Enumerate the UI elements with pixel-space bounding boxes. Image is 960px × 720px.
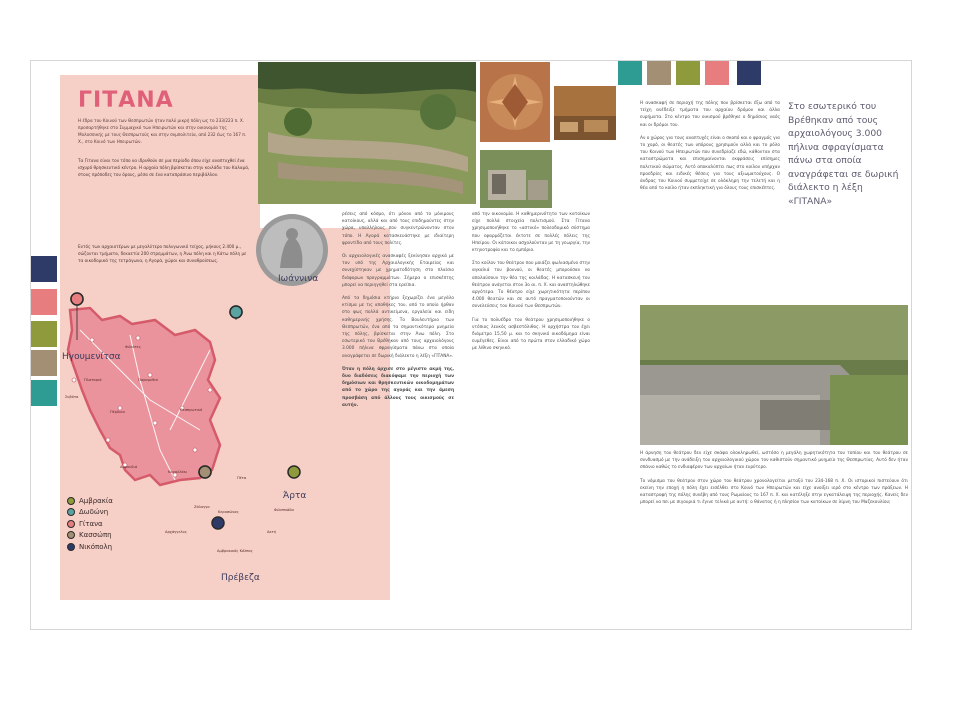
column-3-bottom bbox=[640, 450, 908, 512]
side-swatch-olive bbox=[31, 321, 57, 347]
map-label-ioannina: Ιωάννινα bbox=[278, 274, 319, 284]
map-label-preveza: Πρέβεζα bbox=[221, 573, 260, 583]
map-town-label: Αμβρακικός Κόλπος bbox=[217, 549, 253, 553]
legend-item bbox=[67, 530, 113, 542]
excavation-wall-photo bbox=[554, 86, 616, 140]
column-2-paragraph: από την οικονομία. Η καθημερινότητα των κατοίκων είχε πολλά στοιχεία πολιτισμού. Στα Γίτανα χρησιμοποιήθηκε το «αστικό» πολεοδομικό σύστημα που εφαρμόζεται έκτοτε σε πολλές πόλεις της Ηπείρου. Οι κάτοικοι ασχολούνταν με τη γεωργία, την κτηνοτροφία και το εμπόριο. bbox=[472, 212, 590, 254]
top-swatch-teal bbox=[618, 61, 642, 85]
intro-paragraph: Η έδρα του Κοινού των Θεσπρωτών ήταν πολύ μικρή πόλη ως το 233/223 π. Χ. προσαρτήθηκε στο Συμμαχικό των Ηπειρωτών και στην οικονομία της Μολοσσικής με τους Θεσπρωτούς και στην συμπολιτεία, από 232 έως το 167 π. Χ., στο Κοινό των Ηπειρωτών. bbox=[78, 118, 247, 144]
legend-label: Νικόπολη bbox=[79, 542, 113, 551]
side-swatch-coral bbox=[31, 289, 57, 315]
stone-ruins-photo bbox=[480, 150, 552, 208]
map-town-label: Παραμυθιά bbox=[138, 378, 158, 382]
kassopi-marker bbox=[199, 466, 211, 478]
map-town-label: Φιλιάτες bbox=[125, 345, 141, 349]
legend-swatch-icon bbox=[67, 520, 75, 528]
legend-label: Κασσώπη bbox=[79, 531, 112, 540]
legend-label: Αμβρακία bbox=[79, 496, 113, 505]
column-3-paragraph: Αν ο χώρος για τους αναπτυχές είναι ο σκοπό και ο φραγμός για το χορό, οι θεατές των υπόρους χρησιμούν αλλά και το ρόλο του Κοινού των Ηπειρωτών που συνεδρίαζε εδώ, κάθονταν στα καταστρώματα και επισημαίνονται εκφράσεις επίσημες πολιτικού σώματος. Αυτό αποκαλύπτει πως στο κοίλον υπήρχαν προεδρίες και ειδικές θέσεις για τους αξιωματούχους. Ο άνδρας του Κοινού συμμετείχε σε ολόκληρη την τελετή και η θέα από το κοίλο ήταν εκπληκτική για όλους τους επισκέπτες. bbox=[640, 135, 780, 192]
legend-swatch-icon bbox=[67, 531, 75, 539]
left-section-1: Τα Γίτανα είναι τον τόπο να ιδρυθούν σε μια περίοδο όπου είχε αναπτυχθεί ένα ισχυρό θρησκευτικό κέντρο. Η αρχαία πόλη βρίσκεται στην κοιλάδα του Καλαμά, στους πρόποδες του όρους, μέσα σε ένα καταπράσινο περιβάλλον. bbox=[78, 158, 250, 177]
map-town-label: Καναλλάκι bbox=[168, 470, 188, 474]
column-3-paragraph: Το νόμισμα του θεάτρου στον χώρο του θεάτρου χρονολογείται μεταξύ του 234-168 π. Χ. Οι ιστορικοί πιστεύουν ότι εκείνη την εποχή η πόλη έχει εισέλθει στο Κοινό των Ηπειρωτών και είχε ανοίξει ιερό στο κέντρο των πράξεων. Η καταστροφή της πόλης συνέβη από τους Ρωμαίους το 167 π. Χ. και κατέληξε στην εγκατάλειψη της περιοχής. Κανείς δεν μπορεί να πει με σιγουριά τι έγινε τελικά με αυτή: ο θάνατος ή η πλησίον των κατοίκων σε λίμνη του Μαζεκουλίου; bbox=[640, 478, 908, 506]
top-swatch-olive bbox=[676, 61, 700, 85]
legend-label: Γίτανα bbox=[79, 519, 103, 528]
top-swatch-navy bbox=[737, 61, 761, 85]
map-town-label: Πλαταριά bbox=[84, 378, 102, 382]
legend-item bbox=[67, 518, 113, 530]
legend-swatch-icon bbox=[67, 543, 75, 551]
dodoni-marker bbox=[230, 306, 242, 318]
map-town-label: Κερασώνας bbox=[218, 510, 239, 514]
page-title: ΓΙΤΑΝΑ bbox=[78, 88, 174, 113]
column-3-top bbox=[640, 100, 780, 198]
column-1-paragraph: Οι αρχαιολογικές ανασκαφές ξεκίνησαν αρχικά με τον υπό της Αρχαιολογικής Εταιρείας και συνεχίστηκαν με χρηματοδότηση στο πλαίσιο διάφορων προγραμμάτων. Σήμερα ο επισκέπτης μπορεί να περιηγηθεί στα ερείπια. bbox=[342, 254, 454, 288]
legend-label: Δωδώνη bbox=[79, 508, 109, 517]
nikopoli-marker bbox=[212, 517, 224, 529]
map-town-label: Αρχάγγελος bbox=[165, 530, 187, 534]
column-2-paragraph: Για το πολυέδρο του θεάτρου χρησιμοποιήθηκε ο ντόπιος λευκός ασβεστόλιθος. Η ορχήστρα του έχει διάμετρο 15,50 μ. και το σκηνικό οικοδόμημα είναι ευμέγεθες. Είναι από τα πρώτα στον ελλαδικό χώρο με λίθινο σκηνικό. bbox=[472, 317, 590, 352]
map-town-label: Πέρδικα bbox=[110, 410, 125, 414]
map-town-label: Πέτα bbox=[237, 476, 247, 480]
map-town-label: Ζάλογγο bbox=[194, 505, 210, 509]
column-3-paragraph: Η ανασκαφή σε περιοχή της πόλης που βρίσκεται έξω από τα τείχη ανέδειξε τμήματα του αρχαίου δρόμου και άλλα ευρήματα. Στο κέντρο του οικισμού βρέθηκε ο δημόσιος ναός και οι δρόμοι του. bbox=[640, 101, 780, 128]
side-swatch-navy bbox=[31, 256, 57, 282]
ancient-ruins-photo bbox=[258, 62, 476, 204]
legend-swatch-icon bbox=[67, 497, 75, 505]
map-label-arta: Άρτα bbox=[283, 491, 307, 501]
map-town-label: Ακτή bbox=[267, 530, 277, 534]
column-3-paragraph: Η άρνηση του θεάτρου δεν είχε σκάφα ολοκληρωθεί, ωστόσο η μεγάλη χωρητικότητα του τοπίου και του θεάτρου σε συνδυασμό με την ανάδειξη του αρχαιολογικού χώρου τον καθιστούν σημαντικό μνημείο της Θεσπρωτίας. Αυτό δεν ήταν σπάνιο καθώς το ενδιαφέρον των αρχαίων ήταν ευρύτερο. bbox=[640, 451, 908, 471]
map-town-label: Συβότα bbox=[65, 395, 79, 399]
column-2 bbox=[472, 211, 590, 359]
top-swatch-tan bbox=[647, 61, 671, 85]
legend-item bbox=[67, 541, 113, 553]
column-1-paragraph: Από τα δημόσια κτήρια ξεχωρίζει ένα μεγάλο κτίσμα με τις αποθήκες του, από το οποίο ήρθαν στο φως πολλά αντικείμενα, εργαλεία και είδη καθημερινής χρήσης. Το Βουλευτήριο των Θεσπρωτών, ένα από τα σημαντικότερα μνημεία της πόλης, βρίσκεται στην Άνω πόλη. Στο εσωτερικό του Βρέθηκαν από τους αρχαιολόγους 3.000 πήλινα σφραγίσματα πάνω στα οποία αναγράφεται σε δωρική διάλεκτο η λέξη «ΓΙΤΑΝΑ». bbox=[342, 296, 454, 359]
legend-item bbox=[67, 495, 113, 507]
star-mosaic-photo bbox=[480, 62, 550, 142]
gitana-marker bbox=[71, 293, 83, 305]
side-swatch-tan bbox=[31, 350, 57, 376]
column-1-paragraph: Όταν η πόλη άρχισε στο μέγιστο ακμή της, δυο διαδόσεις διακόψαμε την περιοχή των δημόσιων και θρησκευτικών οικοδομημάτων από το χώρο της αγοράς και την άμεση προσβάση από άλλους τους οικισμούς σε αυτήν. bbox=[342, 366, 454, 408]
pull-quote: Στο εσωτερικό του Βρέθηκαν από τους αρχαιολόγους 3.000 πήλινα σφραγίσματα πάνω στα οποία αναγράφεται σε δωρική διάλεκτο η λέξη «ΓΙΤΑΝΑ» bbox=[788, 101, 899, 207]
legend-item bbox=[67, 507, 113, 519]
column-1 bbox=[342, 211, 454, 415]
side-swatch-teal bbox=[31, 380, 57, 406]
map-town-label: Αμμουδιά bbox=[120, 465, 138, 469]
left-section-2: Εντός των αρχαιοτέρων με μεγαλύτερο πολυγωνικό τείχος, μήκους 2.400 μ., σώζονται τμήματα, δεκαετία 200 στρεμμάτων, η Άνω πόλη και η Κάτω πόλη με τα οικοδομικά της τετράγωνα, η Αγορά, χώροι και συναθροίσεως. bbox=[78, 244, 247, 263]
top-swatch-coral bbox=[705, 61, 729, 85]
column-1-paragraph: ρέσεις από κόσμο, ότι μόνον από το μόνιμους κατοίκους, αλλά και από τους επιδημούντες στην χώρα, υπαλλήλους που συγκεντρώνονταν στον τόπο. Η Αγορά κατασκευάστηκε με ιδιαίτερη φροντίδα από τους πολίτες. bbox=[342, 212, 454, 246]
map-town-label: Θεσπρωτικό bbox=[180, 408, 203, 412]
amvrakia-marker bbox=[288, 466, 300, 478]
legend-swatch-icon bbox=[67, 508, 75, 516]
column-2-paragraph: Στο κοίλον του θεάτρου που μοιάζει φωλιασμένο στην αγκαλιά του βουνού, οι θεατές μπορούσαν να απολαύσουν την θέα της κοιλάδας. Η κατασκευή του θεάτρου ανάγεται στον 3ο αι. π. Χ. και αναστηλώθηκε αργότερα. Το θέατρο είχε χωρητικότητα περίπου 4.000 θεατών και σε αυτό πραγματοποιούνταν οι συνελεύσεις του Κοινού των Θεσπρωτών. bbox=[472, 261, 590, 310]
map-legend bbox=[67, 495, 113, 553]
theatre-steps-photo bbox=[640, 305, 908, 445]
map-town-label: Φιλιππιάδα bbox=[274, 508, 294, 512]
map-label-igoumenitsa: Ηγουμενίτσα bbox=[62, 352, 121, 362]
